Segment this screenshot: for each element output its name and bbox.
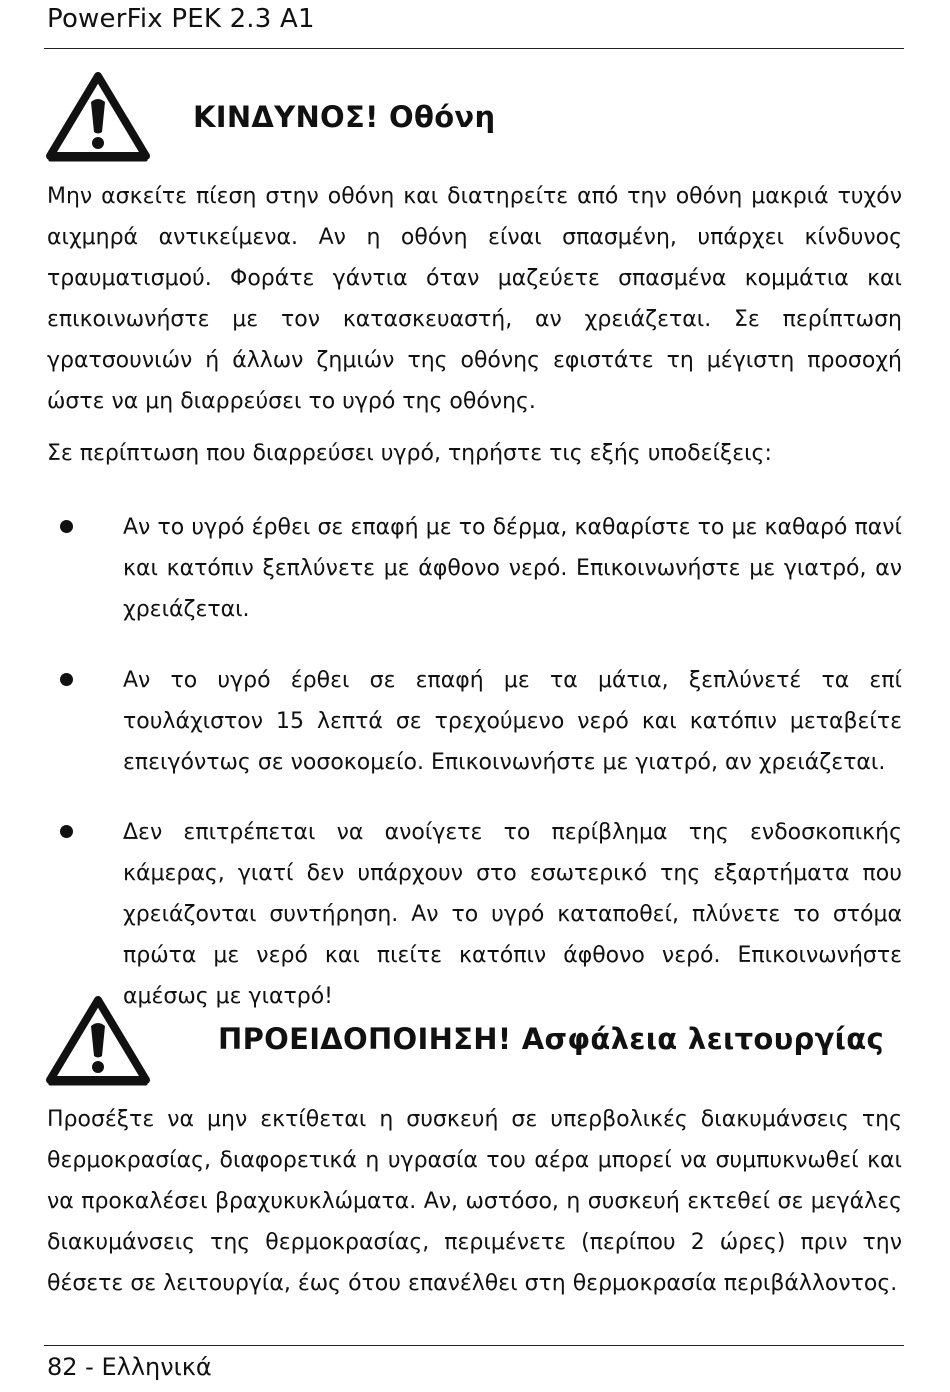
list-item: Δεν επιτρέπεται να ανοίγετε το περίβλημα της ενδοσκοπικής κάμερας, γιατί δεν υπάρχουν στο εσωτερικό της εξαρτήματα που χρειάζονται συντήρηση. Αν το υγρό καταποθεί, πλύνετε το στόμα πρώτα με νερό και πιείτε κατόπιν άφθονο νερό. Επικοινωνήστε αμέσως με γιατρό! <box>123 820 902 1009</box>
operation-safety-paragraph: Προσέξτε να μην εκτίθεται η συσκευή σε υπερβολικές διακυμάνσεις της θερμοκρασίας, διαφορετικά η υγρασία του αέρα μπορεί να συμπυκνωθεί και να προκαλέσει βραχυκυκλώματα. Αν, ωστόσο, η συσκευή εκτεθεί σε μεγάλες διακυμάνσεις της θερμοκρασίας, περιμένετε (περίπου 2 ώρες) πριν την θέσετε σε λειτουργία, έως ότου επανέλθει στη θερμοκρασία περιβάλλοντος. <box>47 1107 902 1296</box>
footer-divider <box>44 1345 904 1346</box>
page-number-label: 82 - Ελληνικά <box>47 1353 212 1381</box>
leak-intro-text: Σε περίπτωση που διαρρεύσει υγρό, τηρήστε τις εξής υποδείξεις: <box>47 441 772 466</box>
list-item: Αν το υγρό έρθει σε επαφή με το δέρμα, καθαρίστε το με καθαρό πανί και κατόπιν ξεπλύνετε με άφθονο νερό. Επικοινωνήστε με γιατρό, αν χρειάζεται. <box>123 515 902 622</box>
bullet-icon <box>60 825 73 838</box>
danger-paragraph: Μην ασκείτε πίεση στην οθόνη και διατηρείτε από την οθόνη μακριά τυχόν αιχμηρά αντικείμενα. Αν η οθόνη είναι σπασμένη, υπάρχει κίνδυνος τραυματισμού. Φοράτε γάντια όταν μαζεύετε σπασμένα κομμάτια και επικοινωνήστε με τον κατασκευαστή, αν χρειάζεται. Σε περίπτωση γρατσουνιών ή άλλων ζημιών της οθόνης εφιστάτε τη μέγιστη προσοχή ώστε να μη διαρρεύσει το υγρό της οθόνης. <box>47 184 902 414</box>
warning-heading: ΠΡΟΕΙΔΟΠΟΙΗΣΗ! Ασφάλεια λειτουργίας <box>218 1022 884 1056</box>
document-header-title: PowerFix PEK 2.3 A1 <box>47 4 315 34</box>
bullet-icon <box>60 520 73 533</box>
warning-triangle-icon <box>46 996 150 1086</box>
warning-triangle-icon <box>46 72 150 162</box>
danger-heading: ΚΙΝΔΥΝΟΣ! Οθόνη <box>193 100 496 134</box>
header-divider <box>44 48 904 49</box>
bullet-icon <box>60 673 73 686</box>
list-item: Αν το υγρό έρθει σε επαφή με τα μάτια, ξεπλύνετέ τα επί τουλάχιστον 15 λεπτά σε τρεχούμενο νερό και κατόπιν μεταβείτε επειγόντως σε νοσοκομείο. Επικοινωνήστε με γιατρό, αν χρειάζεται. <box>123 668 902 775</box>
